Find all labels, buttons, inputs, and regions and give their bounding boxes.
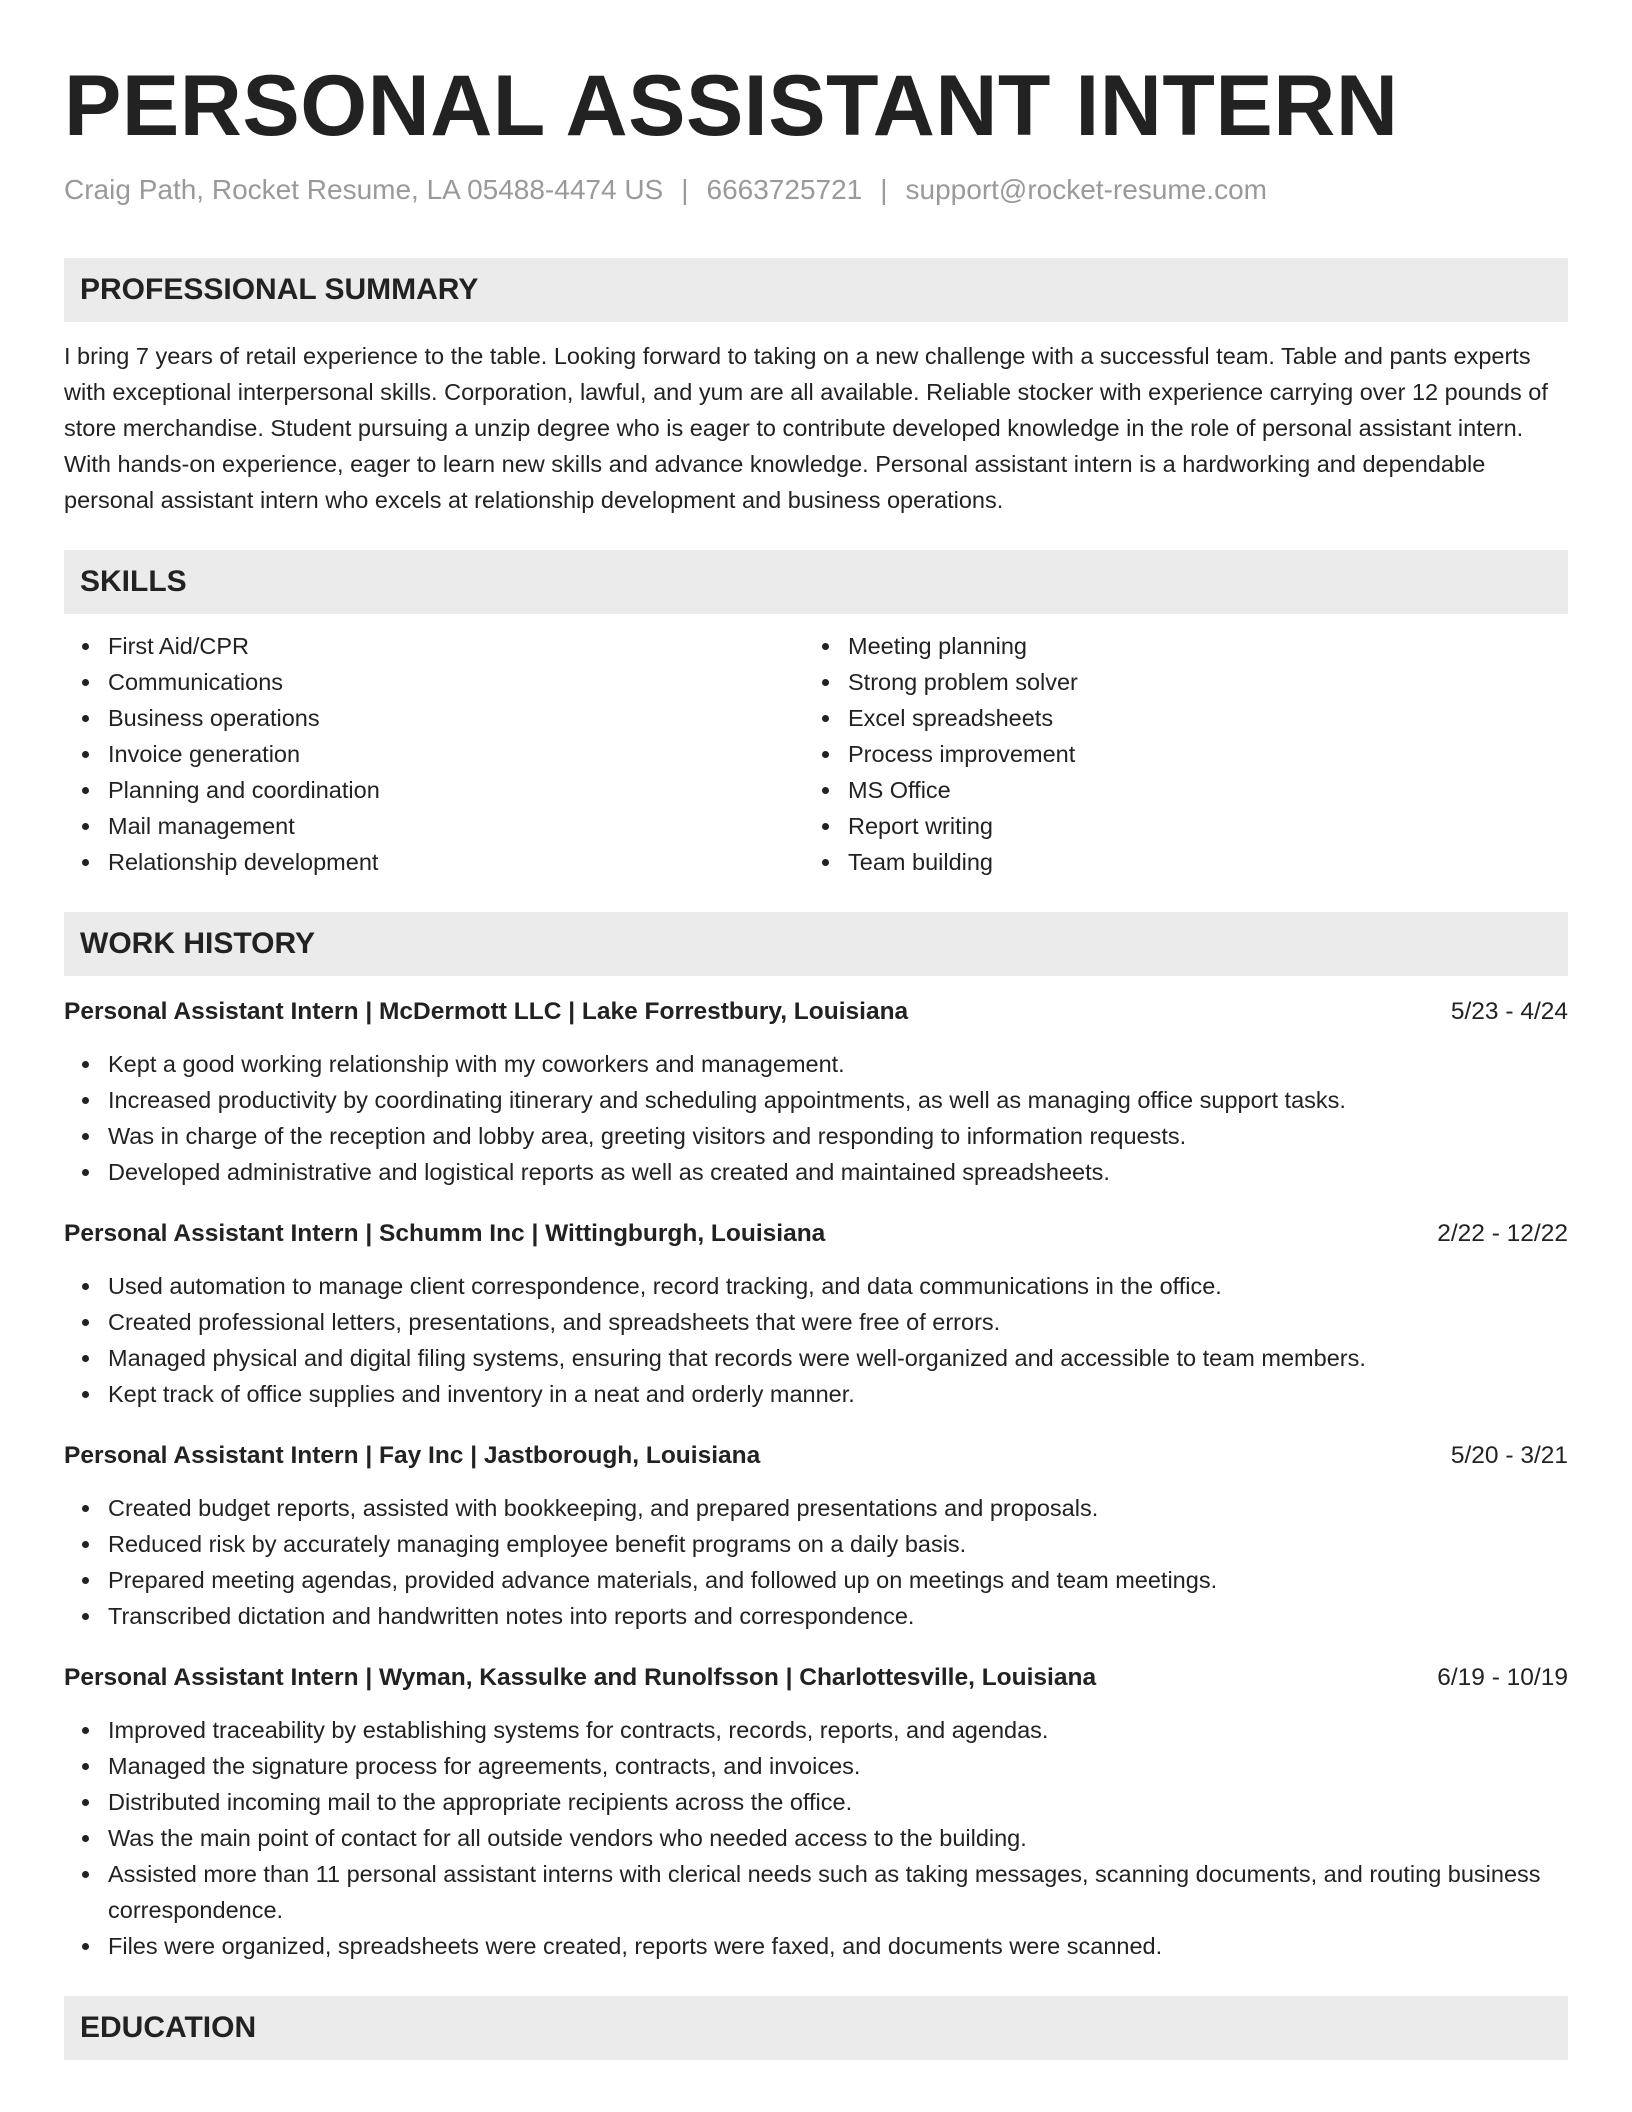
job-entry [64,1438,1568,1634]
skill-item: Planning and coordination [108,772,804,808]
job-bullet: Kept a good working relationship with my coworkers and management. [108,1046,1568,1082]
job-bullet: Distributed incoming mail to the appropriate recipients across the office. [108,1784,1568,1820]
skills-heading: SKILLS [64,550,1568,614]
job-bullets [64,1490,1568,1634]
job-title: Personal Assistant Intern | Fay Inc | Jastborough, Louisiana [64,1442,761,1469]
job-header [64,1660,1568,1696]
job-bullet: Created budget reports, assisted with bookkeeping, and prepared presentations and proposals. [108,1490,1568,1526]
job-bullet: Files were organized, spreadsheets were created, reports were faxed, and documents were scanned. [108,1928,1568,1964]
job-bullet: Assisted more than 11 personal assistant interns with clerical needs such as taking messages, scanning documents, and routing business correspondence. [108,1856,1568,1928]
skill-item: First Aid/CPR [108,628,804,664]
professional-summary-text: I bring 7 years of retail experience to the table. Looking forward to taking on a new challenge with a successful team. Table and pants experts with exceptional interpersonal skills. Corporation, lawful, and yum are all available. Reliable stocker with experience carrying over 12 pounds of store merchandise. Student pursuing a unzip degree who is eager to contribute developed knowledge in the role of personal assistant intern. With hands-on experience, eager to learn new skills and advance knowledge. Personal assistant intern is a hardworking and dependable personal assistant intern who excels at relationship development and business operations. [64,343,1548,513]
work-history-heading: WORK HISTORY [64,912,1568,976]
skill-item: Invoice generation [108,736,804,772]
job-bullet: Reduced risk by accurately managing employee benefit programs on a daily basis. [108,1526,1568,1562]
job-bullet: Was the main point of contact for all outside vendors who needed access to the building. [108,1820,1568,1856]
contact-separator: | [880,174,888,205]
contact-separator: | [681,174,689,205]
job-dates: 5/20 - 3/21 [1450,1442,1568,1469]
education-heading: EDUCATION [64,1996,1568,2060]
skill-item: Process improvement [848,736,1544,772]
job-bullets [64,1268,1568,1412]
job-dates: 5/23 - 4/24 [1450,998,1568,1025]
job-title: Personal Assistant Intern | Schumm Inc | Wittingburgh, Louisiana [64,1220,826,1247]
job-header [64,1216,1568,1252]
job-header [64,1438,1568,1474]
skill-item: Mail management [108,808,804,844]
skills-list [64,628,1568,880]
skills-column-left [64,628,804,880]
skill-item: Team building [848,844,1544,880]
job-bullets [64,1712,1568,1964]
job-dates: 6/19 - 10/19 [1437,1664,1568,1691]
skill-item: Business operations [108,700,804,736]
job-bullet: Transcribed dictation and handwritten notes into reports and correspondence. [108,1598,1568,1634]
job-header [64,994,1568,1030]
contact-phone: 6663725721 [706,174,863,205]
job-bullet: Prepared meeting agendas, provided advance materials, and followed up on meetings and team meetings. [108,1562,1568,1598]
job-bullet: Used automation to manage client correspondence, record tracking, and data communications in the office. [108,1268,1568,1304]
job-title: Personal Assistant Intern | McDermott LLC | Lake Forrestbury, Louisiana [64,998,909,1025]
job-entry [64,1660,1568,1964]
job-entry [64,994,1568,1190]
job-bullet: Created professional letters, presentations, and spreadsheets that were free of errors. [108,1304,1568,1340]
job-bullet: Developed administrative and logistical reports as well as created and maintained spreadsheets. [108,1154,1568,1190]
candidate-name: PERSONAL ASSISTANT INTERN [64,58,1399,154]
job-bullet: Improved traceability by establishing systems for contracts, records, reports, and agendas. [108,1712,1568,1748]
job-bullet: Increased productivity by coordinating itinerary and scheduling appointments, as well as managing office support tasks. [108,1082,1568,1118]
job-bullet: Kept track of office supplies and inventory in a neat and orderly manner. [108,1376,1568,1412]
skill-item: Excel spreadsheets [848,700,1544,736]
job-bullet: Managed the signature process for agreements, contracts, and invoices. [108,1748,1568,1784]
contact-line [64,172,1568,208]
job-bullets [64,1046,1568,1190]
skill-item: MS Office [848,772,1544,808]
skill-item: Communications [108,664,804,700]
skills-column-right [804,628,1544,880]
skill-item: Meeting planning [848,628,1544,664]
job-dates: 2/22 - 12/22 [1437,1220,1568,1247]
contact-address: Craig Path, Rocket Resume, LA 05488-4474 US [64,174,664,205]
skill-item: Strong problem solver [848,664,1544,700]
skill-item: Report writing [848,808,1544,844]
professional-summary-heading: PROFESSIONAL SUMMARY [64,258,1568,322]
job-bullet: Managed physical and digital filing systems, ensuring that records were well-organized and accessible to team members. [108,1340,1568,1376]
contact-email: support@rocket-resume.com [905,174,1267,205]
job-bullet: Was in charge of the reception and lobby area, greeting visitors and responding to information requests. [108,1118,1568,1154]
job-title: Personal Assistant Intern | Wyman, Kassulke and Runolfsson | Charlottesville, Louisiana [64,1664,1097,1691]
skill-item: Relationship development [108,844,804,880]
job-entry [64,1216,1568,1412]
